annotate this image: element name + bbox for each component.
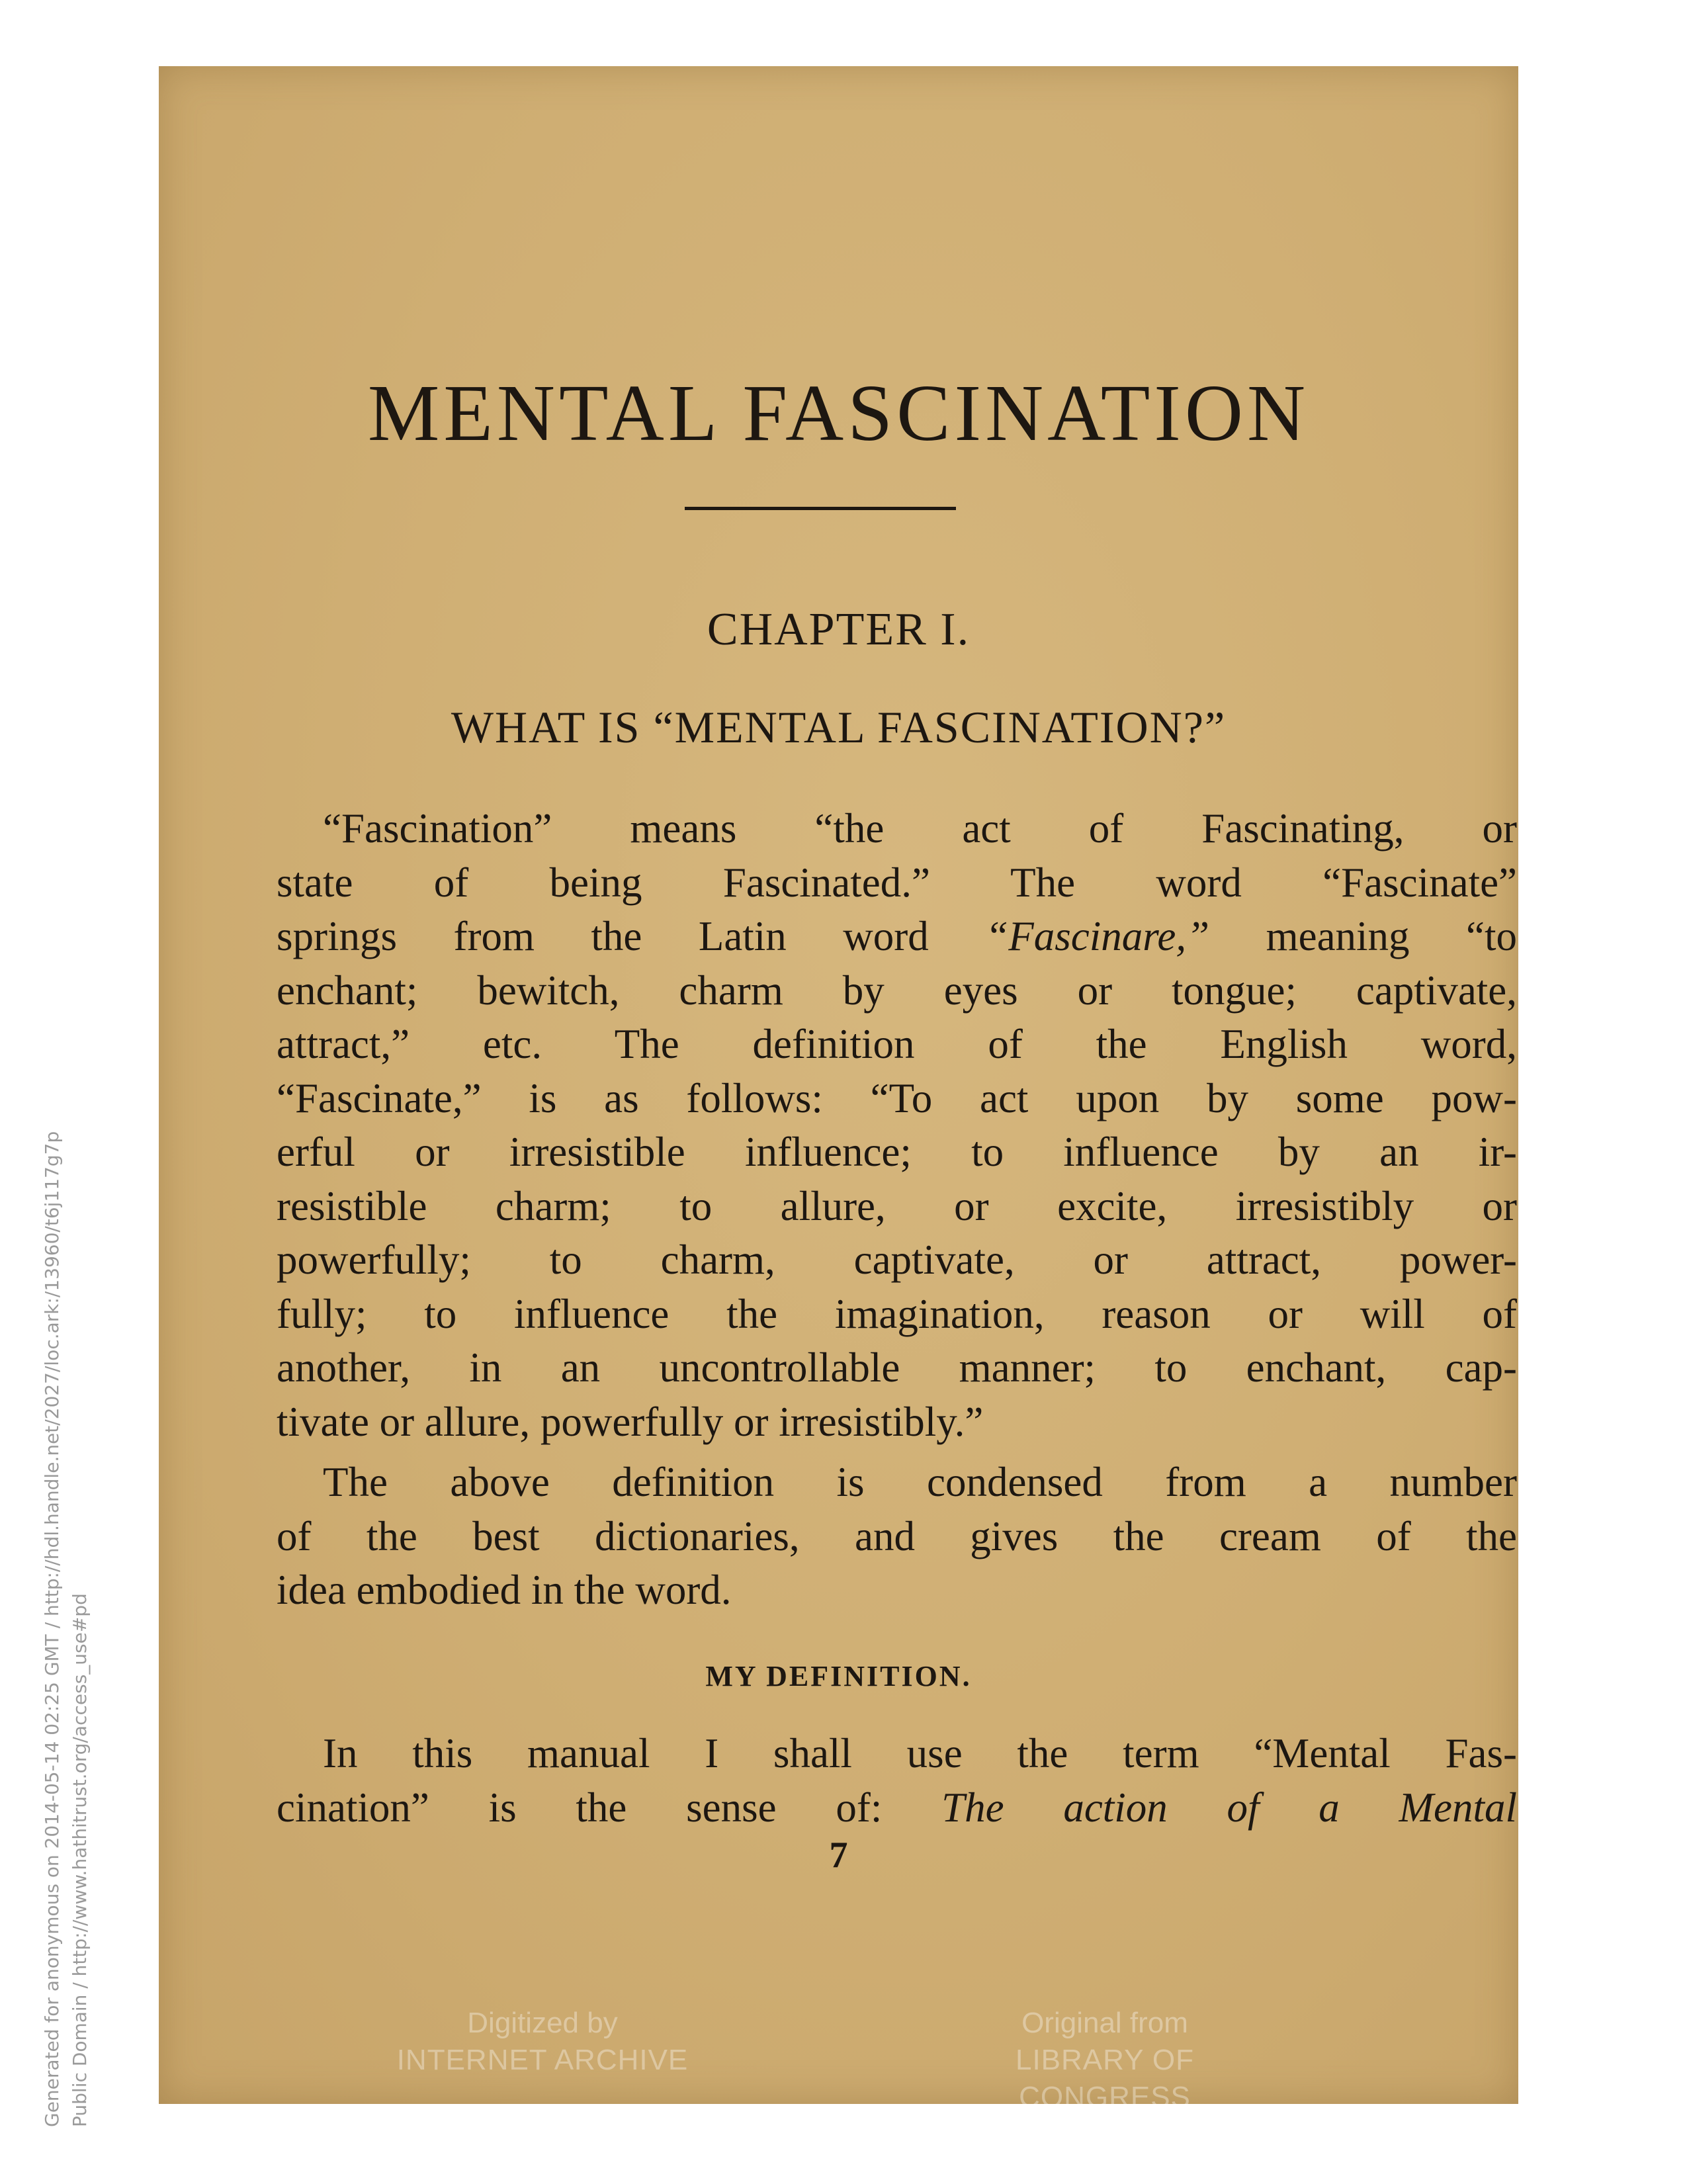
paragraph-line: The above definition is condensed from a number [323, 1459, 1517, 1505]
paragraph-line: of the best dictionaries, and gives the cream of the [277, 1512, 1517, 1559]
paragraph-definition [277, 802, 1517, 1449]
paragraph-line: tivate or allure, powerfully or irresistibly.” [277, 1398, 984, 1445]
side-note-generated-line: Generated for anonymous on 2014-05-14 02:25 GMT / http://hdl.handle.net/2027/loc.ark:/13960/t6j117g7p [41, 1131, 63, 2127]
paragraph-line: idea embodied in the word. [277, 1567, 732, 1613]
chapter-subtitle: WHAT IS “MENTAL FASCINATION?” [451, 702, 1227, 752]
section-heading: MY DEFINITION. [705, 1660, 972, 1692]
paragraph-condensed [277, 1456, 1517, 1618]
paragraph-line: “Fascination” means “the act of Fascinating, or [323, 805, 1517, 852]
book-title: MENTAL FASCINATION [367, 369, 1310, 458]
text-run: cination” is the sense of: [277, 1784, 942, 1831]
paragraph-line: state of being Fascinated.” The word “Fascinate” [277, 859, 1517, 906]
paragraph-line [277, 1781, 1517, 1835]
text-run: springs from the Latin word [277, 913, 986, 959]
paragraph-line: another, in an uncontrollable manner; to enchant, cap- [277, 1344, 1517, 1391]
side-note-license-line: Public Domain / http://www.hathitrust.org/access_use#pd [69, 1593, 91, 2127]
title-rule [685, 507, 956, 510]
watermark-line: Digitized by [467, 2007, 618, 2039]
watermark-line: LIBRARY OF CONGRESS [1015, 2044, 1195, 2113]
paragraph-line: fully; to influence the imagination, reason or will of [277, 1290, 1517, 1337]
paragraph-line: powerfully; to charm, captivate, or attract, power- [277, 1237, 1517, 1283]
paragraph-line: attract,” etc. The definition of the English word, [277, 1021, 1517, 1067]
paragraph-line: erful or irresistible influence; to influence by an ir- [277, 1129, 1517, 1175]
watermark-line: INTERNET ARCHIVE [396, 2044, 689, 2076]
text-run: meaning “to [1209, 913, 1517, 959]
italic-definition: The action of a Mental [941, 1784, 1517, 1831]
digitized-by-watermark [377, 2005, 708, 2079]
hathitrust-side-note [38, 963, 118, 2127]
paragraph-my-definition [277, 1727, 1517, 1835]
paragraph-line [277, 910, 1517, 964]
book-page [159, 66, 1518, 2113]
paragraph-line: “Fascinate,” is as follows: “To act upon by some pow- [277, 1074, 1517, 1121]
watermark-line: Original from [1021, 2007, 1188, 2039]
chapter-heading: CHAPTER I. [707, 604, 971, 655]
original-from-watermark [939, 2005, 1270, 2116]
paragraph-line: resistible charm; to allure, or excite, irresistibly or [277, 1182, 1517, 1229]
latin-term: “Fascinare,” [985, 913, 1210, 959]
paragraph-line: In this manual I shall use the term “Mental Fas- [323, 1730, 1517, 1776]
page-number: 7 [829, 1835, 848, 1876]
paragraph-line: enchant; bewitch, charm by eyes or tongue; captivate, [277, 967, 1517, 1014]
